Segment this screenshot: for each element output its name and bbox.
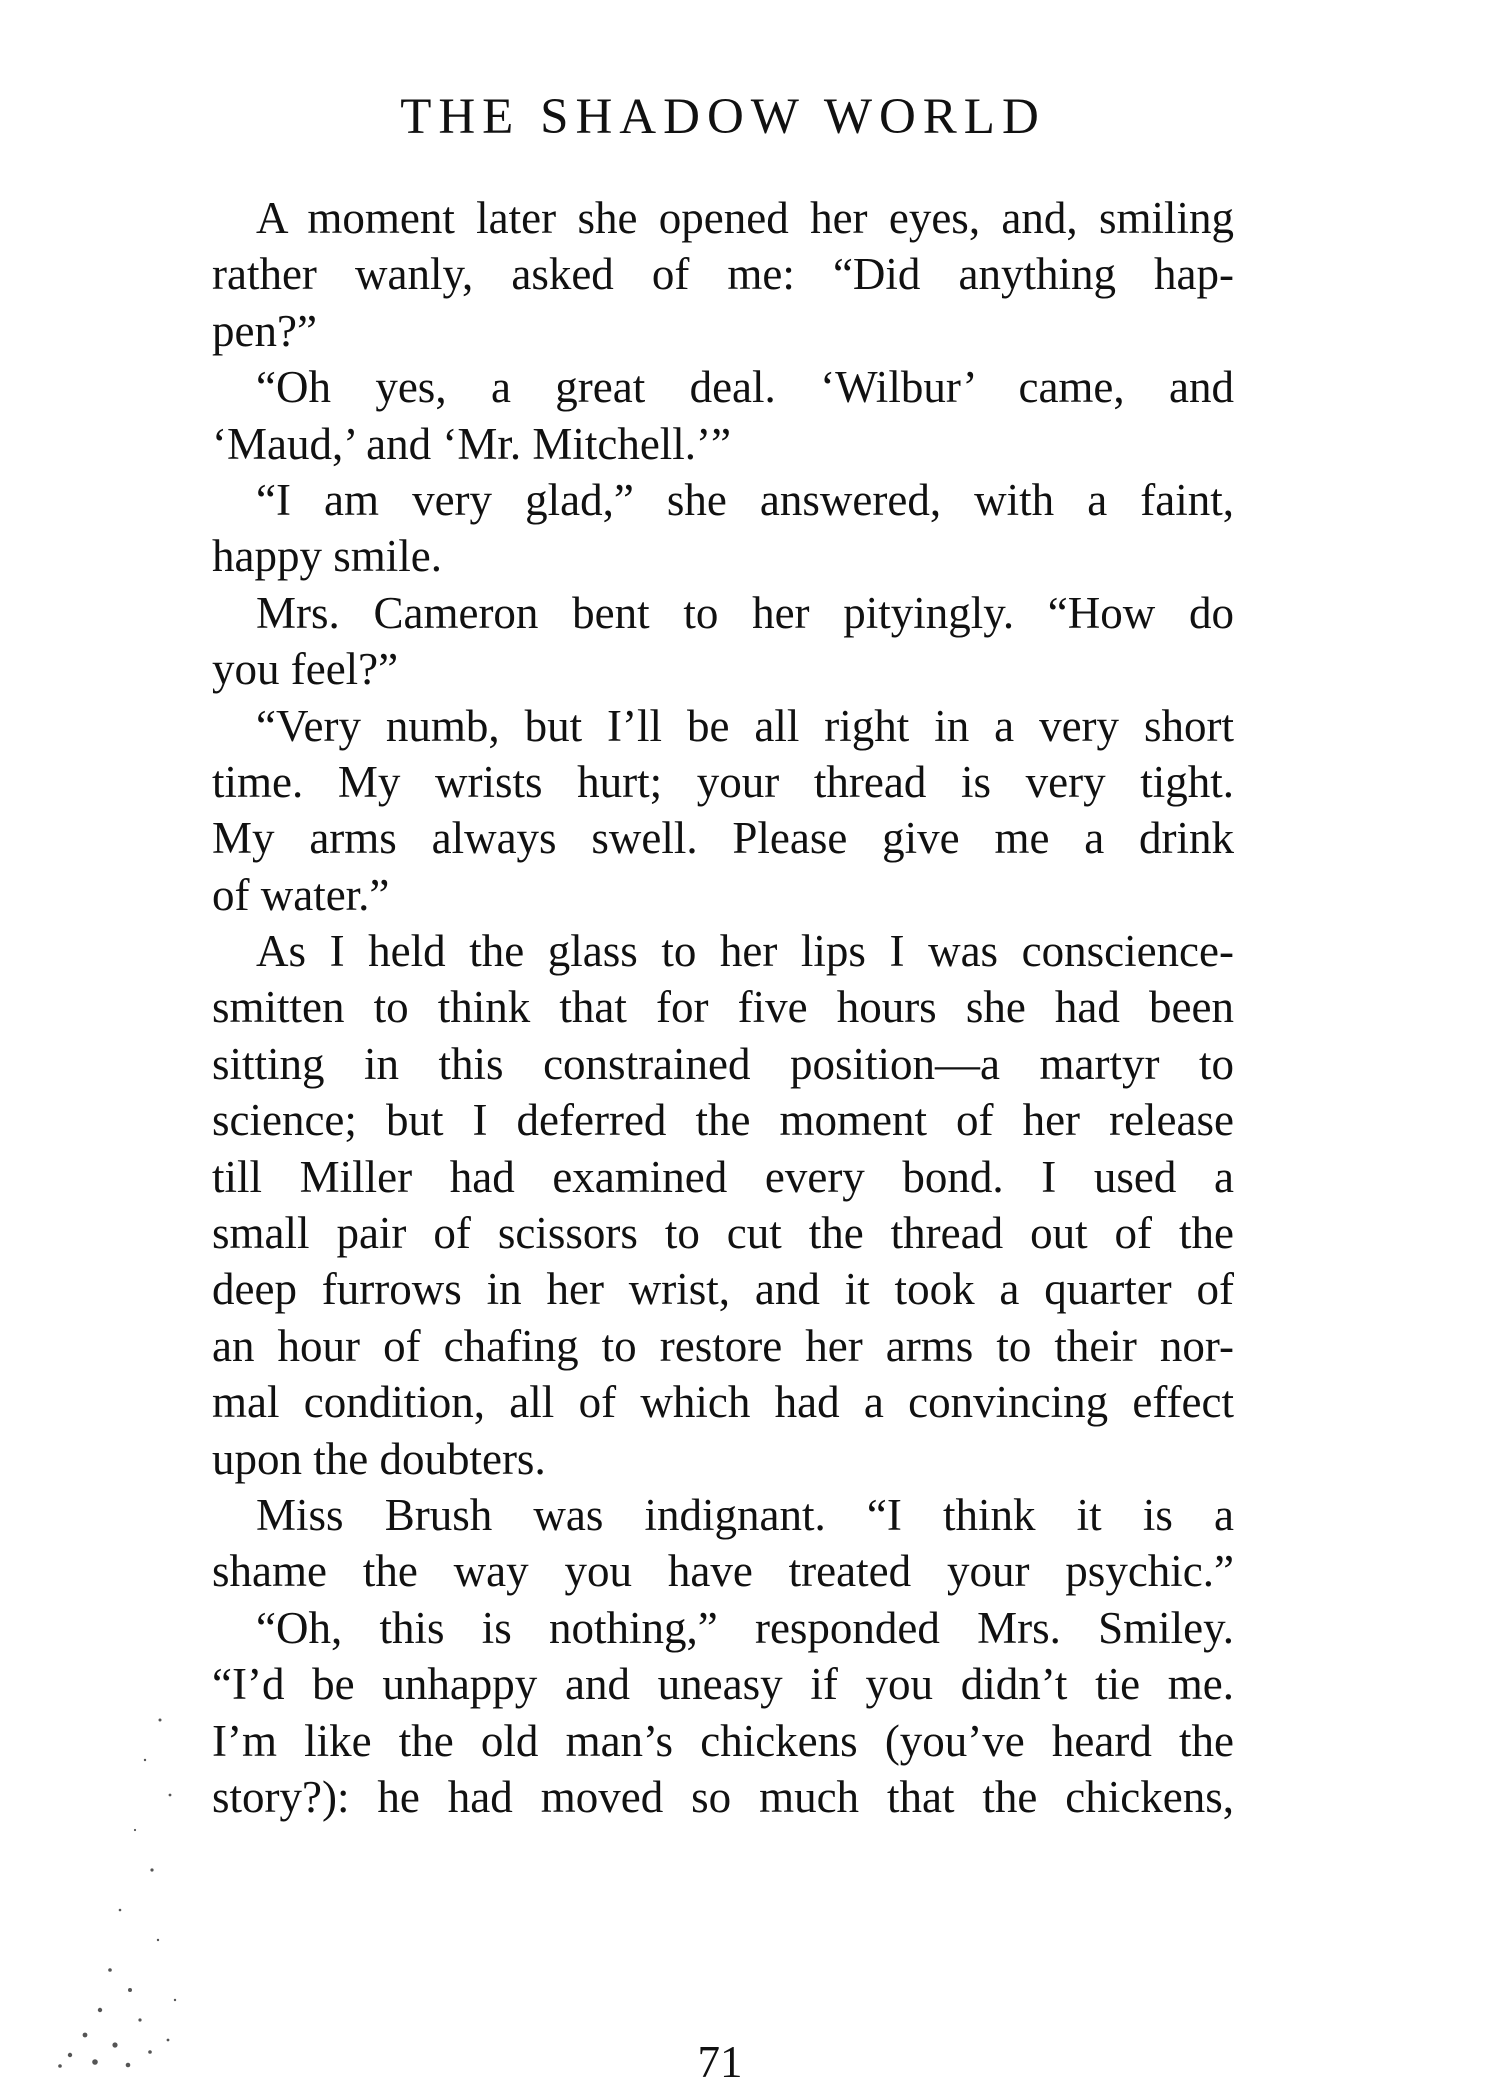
text-line: shame the way you have treated your psychic.”: [212, 1546, 1234, 1597]
text-line: story?): he had moved so much that the chickens,: [212, 1771, 1234, 1822]
text-line: “I am very glad,” she answered, with a faint,: [256, 474, 1234, 525]
text-line: Mrs. Cameron bent to her pityingly. “How do: [256, 587, 1234, 638]
text-line: “Very numb, but I’ll be all right in a very short: [256, 700, 1234, 751]
text-line: small pair of scissors to cut the thread out of the: [212, 1208, 1234, 1259]
text-line: pen?”: [212, 305, 317, 356]
text-line: smitten to think that for five hours she had been: [212, 982, 1234, 1033]
text-line: I’m like the old man’s chickens (you’ve heard the: [212, 1715, 1234, 1766]
text-line: ‘Maud,’ and ‘Mr. Mitchell.’”: [212, 418, 732, 469]
text-line: Miss Brush was indignant. “I think it is a: [256, 1489, 1234, 1540]
text-line: happy smile.: [212, 531, 442, 582]
running-head: THE SHADOW WORLD: [400, 89, 1046, 145]
text-line: A moment later she opened her eyes, and, smiling: [256, 193, 1234, 243]
text-line: an hour of chafing to restore her arms to their nor-: [212, 1320, 1234, 1371]
page-number: 71: [697, 2037, 743, 2087]
text-line: As I held the glass to her lips I was conscience-: [256, 926, 1234, 977]
text-line: time. My wrists hurt; your thread is very tight.: [212, 756, 1234, 807]
text-line: “Oh, this is nothing,” responded Mrs. Smiley.: [256, 1602, 1234, 1653]
text-line: upon the doubters.: [212, 1433, 546, 1484]
text-line: sitting in this constrained position—a martyr to: [212, 1038, 1234, 1089]
text-line: “I’d be unhappy and uneasy if you didn’t tie me.: [212, 1659, 1234, 1710]
text-line: rather wanly, asked of me: “Did anything hap-: [212, 249, 1234, 300]
body-text: [212, 190, 1234, 1825]
text-line: till Miller had examined every bond. I used a: [212, 1151, 1234, 1202]
text-line: deep furrows in her wrist, and it took a quarter of: [212, 1264, 1234, 1315]
text-line: you feel?”: [212, 644, 399, 695]
text-line: mal condition, all of which had a convincing effect: [212, 1377, 1234, 1428]
text-line: of water.”: [212, 869, 390, 920]
text-line: “Oh yes, a great deal. ‘Wilbur’ came, and: [256, 362, 1234, 413]
scan-speckle-decoration: [40, 1700, 190, 2072]
text-line: My arms always swell. Please give me a drink: [212, 813, 1234, 864]
text-line: science; but I deferred the moment of her release: [212, 1095, 1234, 1146]
